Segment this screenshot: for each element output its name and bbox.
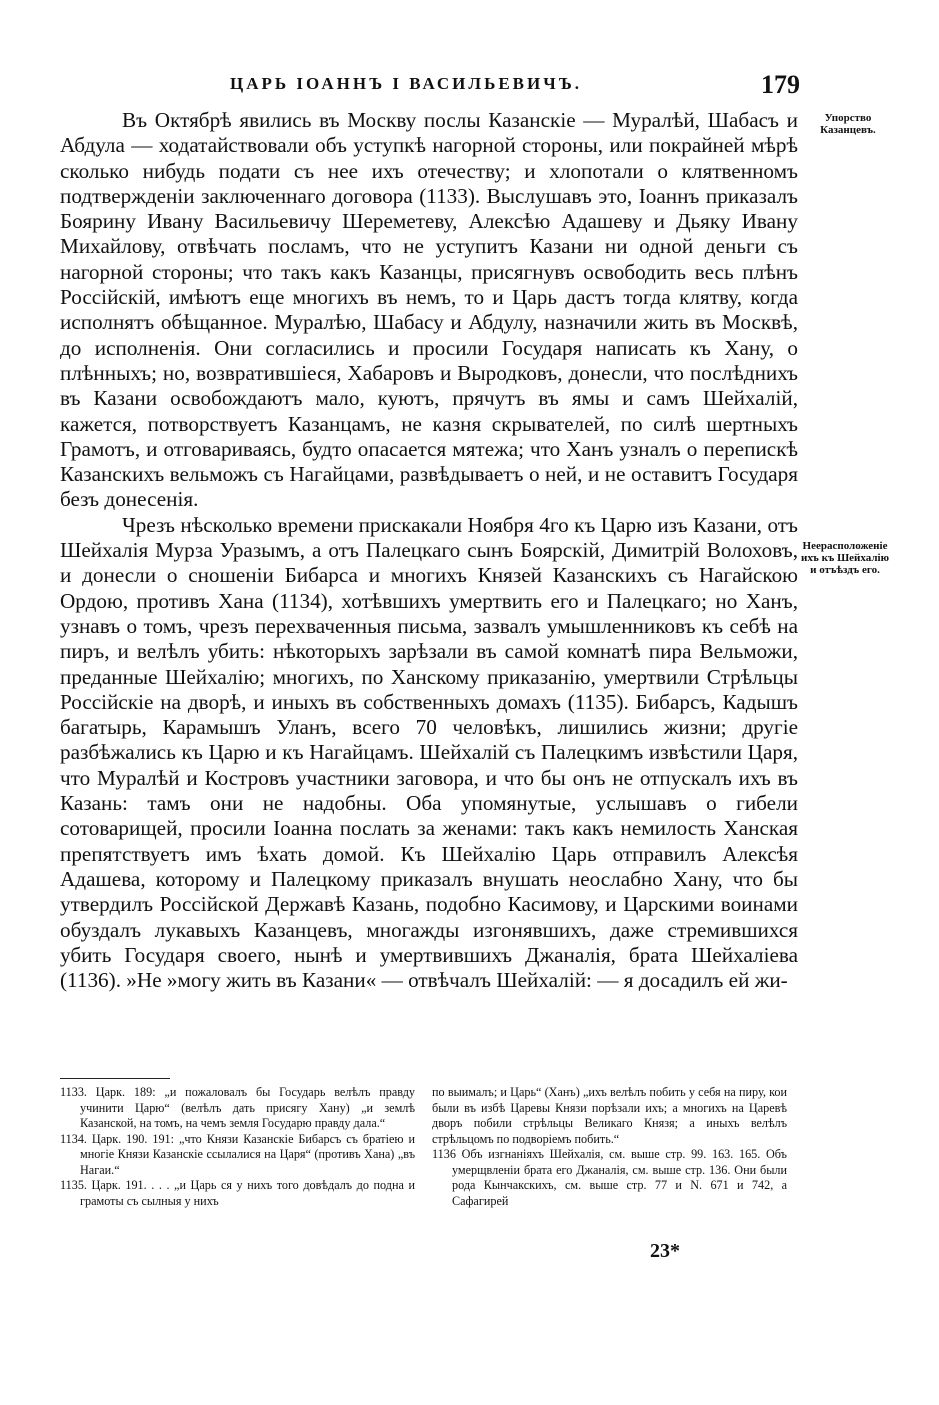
footnote-1135: 1135. Царк. 191. . . . „и Царь ся у нихъ того довѣдалъ до подна и грамоты съ сылныя у нихъ xyxy=(60,1178,415,1208)
page-header xyxy=(150,70,800,110)
footnote-1134: 1134. Царк. 190. 191: „что Князи Казанскіе Бибарсъ съ братіею и многіе Князи Казанскіе ссылалися на Царя“ (противъ Хана) „въ Нагаи.“ xyxy=(60,1131,415,1177)
page-number: 179 xyxy=(761,70,800,99)
margin-note-2: Неерасположеніе ихъ къ Шейхалію и отъѣздъ его. xyxy=(801,540,889,576)
running-title: ЦАРЬ ІОАННЪ І ВАСИЛЬЕВИЧЪ. xyxy=(230,74,582,93)
footnotes-right-column xyxy=(432,1085,787,1209)
main-text xyxy=(60,108,798,993)
margin-note-1: Упорство Казанцевъ. xyxy=(820,112,876,136)
paragraph-1: Въ Октябрѣ явились въ Москву послы Казанскіе — Муралѣй, Шабасъ и Абдула — ходатайствовали объ уступкѣ нагорной стороны, или покрайней мѣрѣ сколько нибудь подати съ нее ихъ отечеству; и хлопотали о клятвенномъ подтвержденіи заключеннаго договора (1133). Выслушавъ это, Іоаннъ приказалъ Боярину Ивану Васильевичу Шереметеву, Алексѣю Адашеву и Дьяку Ивану Михайлову, отвѣчать посламъ, что не уступитъ Казани ни одной деньги съ нагорной стороны; что такъ какъ Казанцы, присягнувъ освободить весь плѣнъ Россійскій, имѣютъ еще многихъ въ немъ, то и Царь дастъ тогда клятву, когда исполнятъ обѣщанное. Муралѣю, Шабасу и Абдулу, назначили жить въ Москвѣ, до исполненія. Они согласились и просили Государя написать къ Хану, о плѣнныхъ; но, возвратившіеся, Хабаровъ и Выродковъ, донесли, что послѣднихъ въ Казани освобождаютъ мало, куютъ, прячутъ въ ямы и самъ Шейхалій, кажется, потворствуетъ Казанцамъ, не казня скрывателей, по силѣ шертныхъ Грамотъ, и отговариваясь, будто опасается мятежа; что Ханъ узналъ о перепискѣ Казанскихъ вельможъ съ Нагайцами, развѣдываетъ о ней, и не оставитъ Государя безъ донесенія. xyxy=(60,108,798,512)
footnote-rule xyxy=(60,1078,170,1079)
footnotes-left-column xyxy=(60,1085,415,1209)
paragraph-2: Чрезъ нѣсколько времени прискакали Ноября 4го къ Царю изъ Казани, отъ Шейхалія Мурза Уразымъ, а отъ Палецкаго сынъ Боярскій, Димитрій Волоховъ, и донесли о сношеніи Бибарса и многихъ Князей Казанскихъ съ Нагайскою Ордою, противъ Хана (1134), хотѣвшихъ умертвить его и Палецкаго; но Ханъ, узнавъ о томъ, чрезъ перехваченныя письма, зазвалъ умышленниковъ къ себѣ на пиръ, и велѣлъ убить: нѣкоторыхъ зарѣзали въ самой комнатѣ пира Вельможи, преданные Шейхалію; многихъ, по Ханскому приказанію, умертвили Стрѣльцы Россійскіе на дворѣ, и иныхъ въ собственныхъ домахъ (1135). Бибарсъ, Кадышъ багатырь, Карамышъ Уланъ, всего 70 человѣкъ, лишились жизни; другіе разбѣжались къ Царю и къ Нагайцамъ. Шейхалій съ Палецкимъ извѣстили Царя, что Муралѣй и Костровъ участники заговора, и что бы онъ не отпускалъ ихъ въ Казань: тамъ они не надобны. Оба упомянутые, услышавъ о гибели сотоварищей, просили Іоанна послать за женами: такъ какъ немилость Ханская препятствуетъ имъ ѣхать домой. Къ Шейхалію Царь отправилъ Алексѣя Адашева, которому и Палецкому приказалъ внушать неослабно Хану, что бы утвердилъ Россійской Державѣ Казань, подобно Касимову, и Царскими воинами обуздалъ лукавыхъ Казанцевъ, многажды изгонявшихъ, даже стремившихся убить Государя своего, нынѣ и умертвившихъ Джаналія, брата Шейхаліева (1136). »Не »могу жить въ Казани« — отвѣчалъ Шейхалій: — я досадилъ ей жи- xyxy=(60,512,798,993)
signature-mark: 23* xyxy=(650,1240,680,1262)
footnote-1133: 1133. Царк. 189: „и пожаловалъ бы Государь велѣлъ правду учинити Царю“ (велѣлъ дать присягу Хану) „и землѣ Казанской, на томъ, на чемъ земля Государю правду дала.“ xyxy=(60,1085,415,1130)
footnote-1135-cont: по выималъ; и Царь“ (Ханъ) „ихъ велѣлъ побить у себя на пиру, кои были въ избѣ Царевы Князи порѣзали ихъ; а многихъ на Царевѣ дворъ побили стрѣльцы Великаго Князя; а иныхъ велѣлъ стрѣльцомъ по подворіемъ побить.“ xyxy=(432,1085,787,1146)
footnote-1136: 1136 Объ изгнаніяхъ Шейхалія, см. выше стр. 99. 163. 165. Объ умерщвленіи брата его Джаналія, см. выше стр. 136. Они были рода Кынчакскихъ, см. выше стр. 77 и N. 671 и 742, а Сафагирей xyxy=(432,1147,787,1208)
